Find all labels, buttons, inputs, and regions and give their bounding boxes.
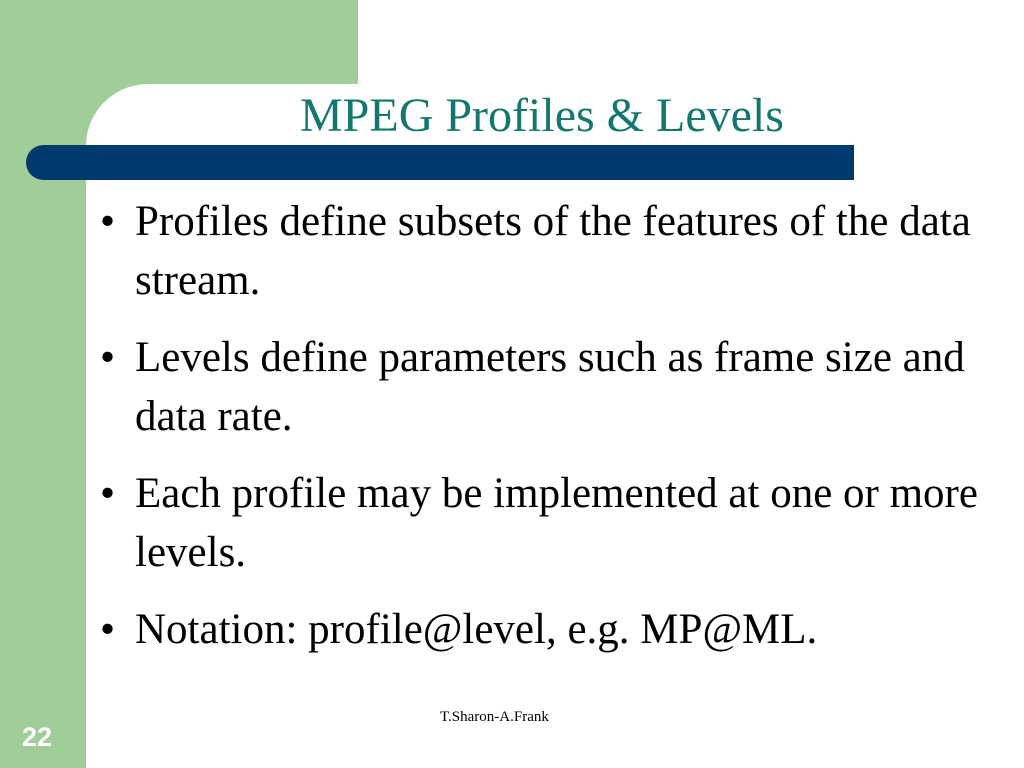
bullet-text: Notation: profile@level, e.g. MP@ML. [135, 606, 818, 653]
bullet-marker: • [100, 470, 116, 517]
bullet-text: Each profile may be implemented at one or more levels. [135, 470, 978, 576]
title-underline-bar [26, 145, 854, 180]
bullet-text: Levels define parameters such as frame size and data rate. [135, 334, 965, 440]
bullet-item [100, 328, 980, 446]
footer-credit: T.Sharon-A.Frank [440, 709, 549, 725]
bullet-item [100, 192, 980, 310]
bullet-marker: • [100, 606, 116, 653]
bullet-marker: • [100, 198, 116, 245]
decorative-green-left-strip [0, 0, 86, 768]
bullet-item [100, 464, 980, 582]
bullet-item [100, 600, 980, 659]
bullet-text: Profiles define subsets of the features of the data stream. [135, 198, 971, 304]
page-number: 22 [22, 722, 53, 752]
bullet-marker: • [100, 334, 116, 381]
bullet-list [100, 192, 980, 677]
slide-title: MPEG Profiles & Levels [300, 89, 784, 142]
